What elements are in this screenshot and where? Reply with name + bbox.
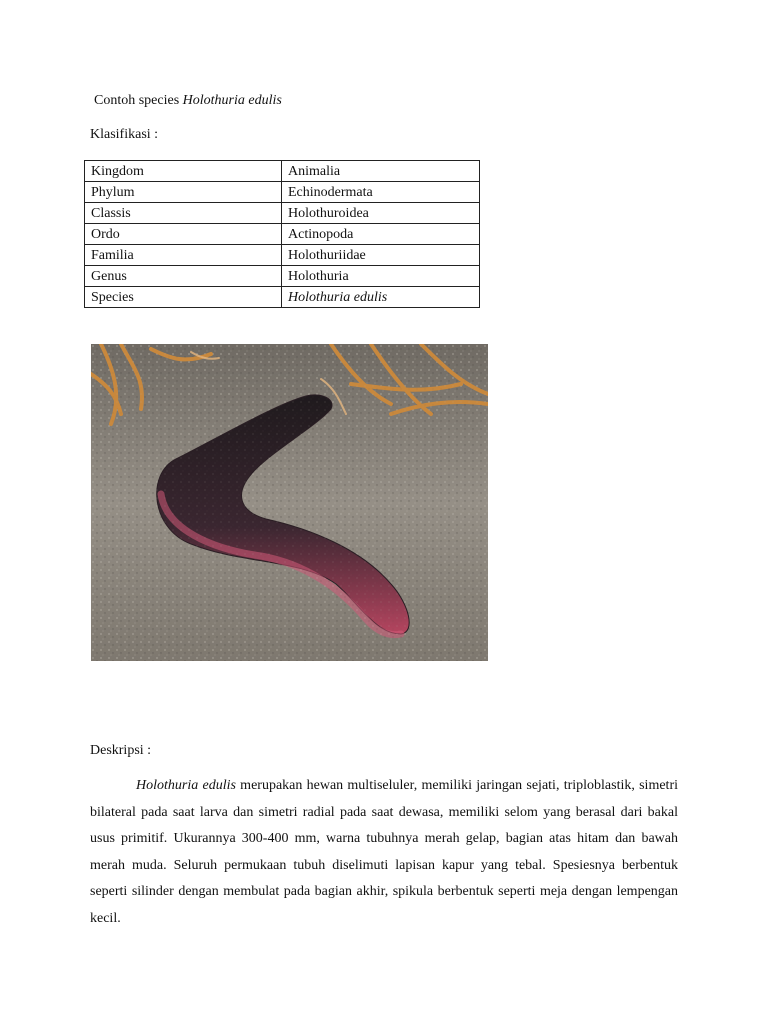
- value-cell: Holothuria: [282, 266, 480, 287]
- rank-cell: Familia: [85, 245, 282, 266]
- value-cell: Animalia: [282, 161, 480, 182]
- table-row: [85, 287, 480, 308]
- description-label: Deskripsi :: [90, 743, 152, 758]
- classification-label: Klasifikasi :: [90, 127, 159, 142]
- classification-table: [84, 160, 480, 308]
- table-row: [85, 224, 480, 245]
- value-cell: Holothuroidea: [282, 203, 480, 224]
- sea-cucumber-photo: [91, 344, 488, 661]
- description-species: Holothuria edulis: [136, 778, 236, 793]
- table-row: [85, 182, 480, 203]
- value-cell: Echinodermata: [282, 182, 480, 203]
- rank-cell: Phylum: [85, 182, 282, 203]
- value-cell: Actinopoda: [282, 224, 480, 245]
- rank-cell: Kingdom: [85, 161, 282, 182]
- table-row: [85, 245, 480, 266]
- table-row: [85, 161, 480, 182]
- value-cell: Holothuriidae: [282, 245, 480, 266]
- table-row: [85, 266, 480, 287]
- rank-cell: Genus: [85, 266, 282, 287]
- rank-cell: Ordo: [85, 224, 282, 245]
- description-paragraph: [90, 773, 678, 932]
- page-title: [94, 93, 282, 109]
- table-row: [85, 203, 480, 224]
- title-species: Holothuria edulis: [182, 93, 282, 108]
- sea-cucumber-illustration: [91, 344, 488, 661]
- rank-cell: Species: [85, 287, 282, 308]
- rank-cell: Classis: [85, 203, 282, 224]
- description-text: merupakan hewan multiseluler, memiliki jaringan sejati, triploblastik, simetri bilateral pada saat larva dan simetri radial pada saat dewasa, memiliki selom yang berasal dari bakal usus primitif. Ukurannya 300-400 mm, warna tubuhnya merah gelap, bagian atas hitam dan bawah merah muda. Seluruh permukaan tubuh diselimuti lapisan kapur yang tebal. Spesiesnya berbentuk seperti silinder dengan membulat pada bagian akhir, spikula berbentuk seperti meja dengan lempengan kecil.: [90, 778, 678, 926]
- value-cell: Holothuria edulis: [282, 287, 480, 308]
- title-prefix: Contoh species: [94, 93, 183, 108]
